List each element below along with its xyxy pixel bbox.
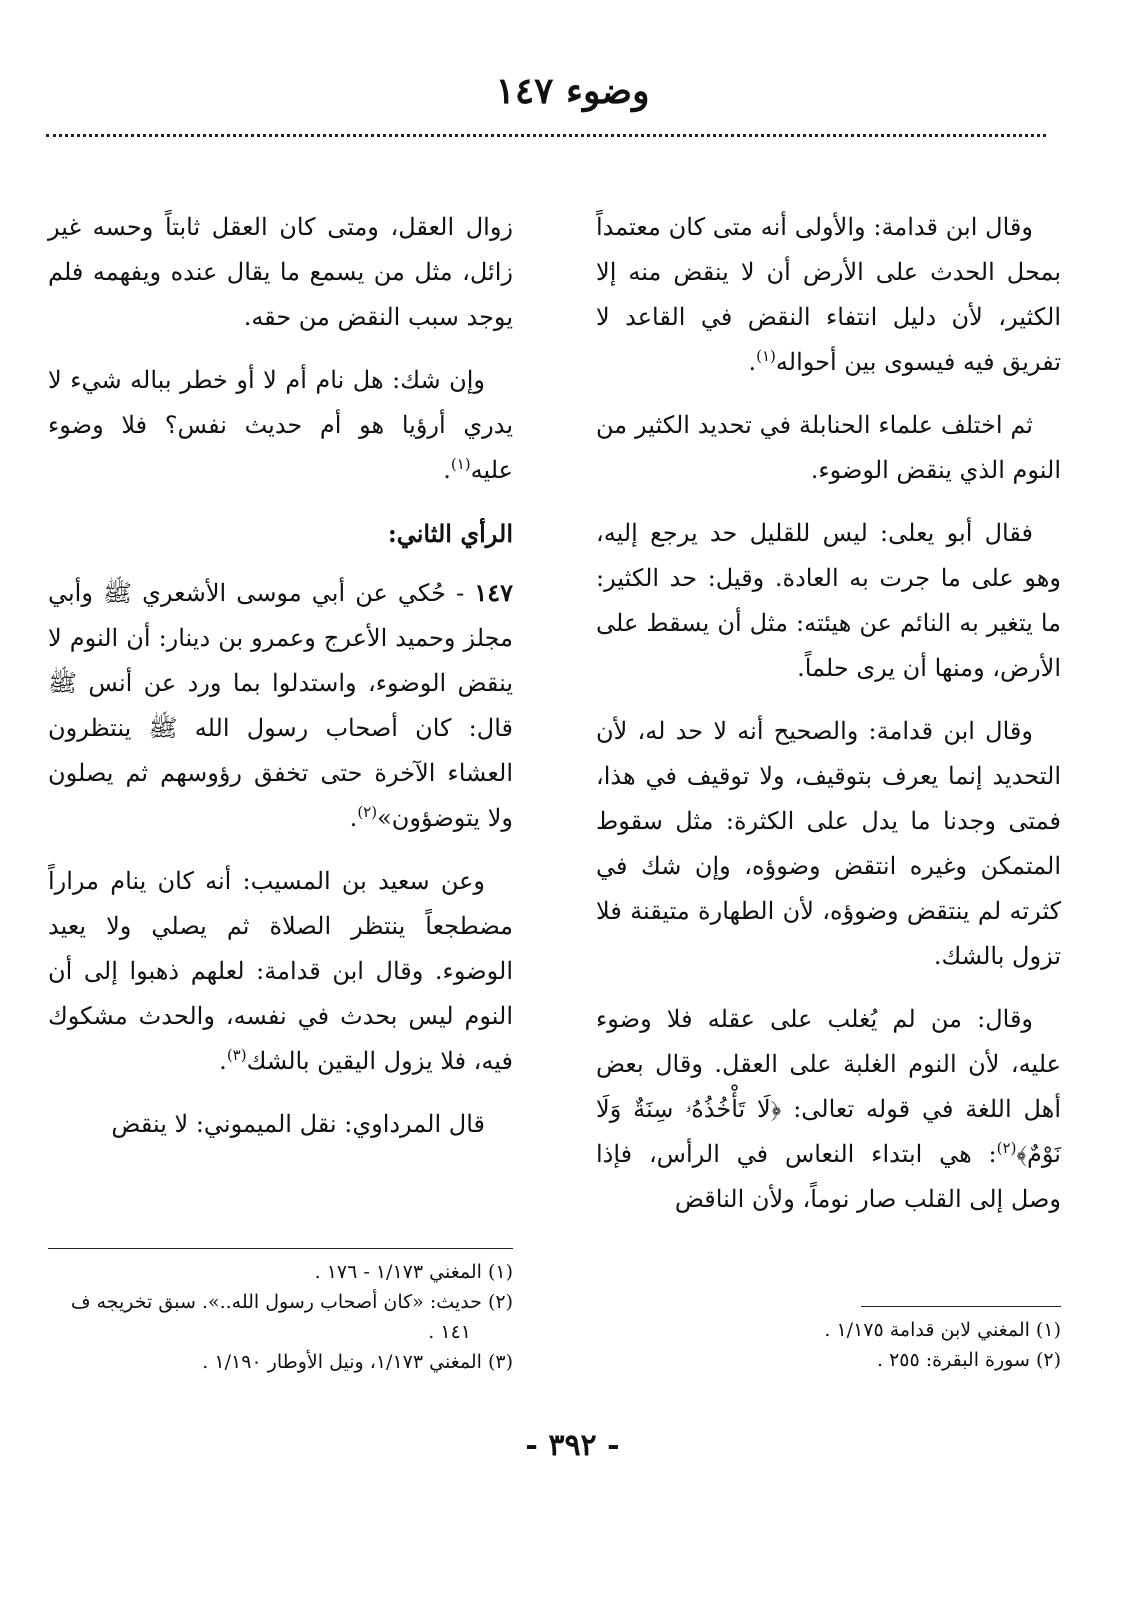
paragraph: وإن شك: هل نام أم لا أو خطر بباله شيء لا يدري أرؤيا هو أم حديث نفس؟ فلا وضوء عليه$^{(١)}$.	[48, 366, 513, 484]
header-dotted-rule	[46, 134, 1046, 137]
footnote: (٣) المغني ١/١٧٣، ونيل الأوطار ١/١٩٠ .	[202, 1351, 513, 1373]
footnote: (١) المغني لابن قدامة ١/١٧٥ .	[824, 1319, 1061, 1341]
page-title: وضوء ١٤٧	[495, 70, 650, 112]
footnote: (٢) حديث: «كان أصحاب رسول الله..». سبق تخريجه ف ١٤١ .	[70, 1291, 513, 1343]
page-number: - ٣٩٢ -	[525, 1428, 620, 1463]
footnote-ref[interactable]: (٣)	[226, 1046, 247, 1064]
footnote: (١) المغني ١/١٧٣ - ١٧٦ .	[314, 1261, 513, 1283]
section-heading: الرأي الثاني:	[387, 519, 513, 548]
item-number: ١٤٧	[474, 578, 513, 607]
footnote-separator	[48, 1248, 513, 1249]
paragraph: ثم اختلف علماء الحنابلة في تحديد الكثير من النوم الذي ينقض الوضوء.	[596, 411, 1061, 484]
footnote-ref[interactable]: (١)	[450, 455, 471, 473]
footnote: (٢) سورة البقرة: ٢٥٥ .	[876, 1349, 1061, 1371]
paragraph: فقال أبو يعلى: ليس للقليل حد يرجع إليه، وهو على ما جرت به العادة. وقيل: حد الكثير: ما يتغير به النائم عن هيئته: مثل أن يسقط على الأرض، ومنها أن يرى حلماً.	[596, 519, 1061, 682]
footnote-ref[interactable]: (١)	[756, 347, 776, 365]
footnote-ref[interactable]: (٢)	[996, 1139, 1017, 1157]
paragraph: قال المرداوي: نقل الميموني: لا ينقض	[111, 1110, 485, 1138]
paragraph: وقال ابن قدامة: والأولى أنه متى كان معتمداً بمحل الحدث على الأرض أن لا ينقض منه إلا الكثير، لأن دليل انتفاء النقض في القاعد لا تفريق فيه فيسوى بين أحواله$^{(١)}$.	[596, 213, 1061, 376]
paragraph: زوال العقل، ومتى كان العقل ثابتاً وحسه غير زائل، مثل من يسمع ما يقال عنده ويفهمه فلم يوجد سبب النقض من حقه.	[48, 213, 513, 331]
paragraph: وقال: من لم يُغلب على عقله فلا وضوء عليه، لأن النوم الغلبة على العقل. وقال بعض أهل اللغة في قوله تعالى: ﴿لَا تَأْخُذُهُۥ سِنَةٌ وَلَا نَوْمٌ﴾$^{(٢)}$: هي ابتداء النعاس في الرأس، فإذا وصل إلى القلب صار نوماً، ولأن الناقض	[596, 1005, 1061, 1213]
footnotes-left	[48, 1238, 513, 1377]
footnotes-right	[596, 1296, 1061, 1375]
paragraph: وعن سعيد بن المسيب: أنه كان ينام مراراً مضطجعاً ينتظر الصلاة ثم يصلي ولا يعيد الوضوء. وقال ابن قدامة: لعلهم ذهبوا إلى أن النوم ليس بحدث في نفسه، والحدث مشكوك فيه، فلا يزول اليقين بالشك$^{(٣)}$.	[48, 867, 514, 1075]
left-column	[48, 205, 513, 1165]
right-column	[596, 205, 1061, 1240]
paragraph: ١٤٧ - حُكي عن أبي موسى الأشعري ﷺ وأبي مجلز وحميد الأعرج وعمرو بن دينار: أن النوم لا ينقض الوضوء، واستدلوا بما ورد عن أنس ﷺ قال: كان أصحاب رسول الله ﷺ ينتظرون العشاء الآخرة حتى تخفق رؤوسهم ثم يصلون ولا يتوضؤون»$^{(٢)}$.	[48, 578, 513, 832]
footnote-ref[interactable]: (٢)	[357, 803, 378, 821]
footnote-separator	[861, 1306, 1061, 1307]
paragraph: وقال ابن قدامة: والصحيح أنه لا حد له، لأن التحديد إنما يعرف بتوقيف، ولا توقيف في هذا، فمتى وجدنا ما يدل على الكثرة: مثل سقوط المتمكن وغيره انتقض وضوؤه، وإن شك في كثرته لم ينتقض وضوؤه، لأن الطهارة متيقنة فلا تزول بالشك.	[596, 717, 1061, 970]
